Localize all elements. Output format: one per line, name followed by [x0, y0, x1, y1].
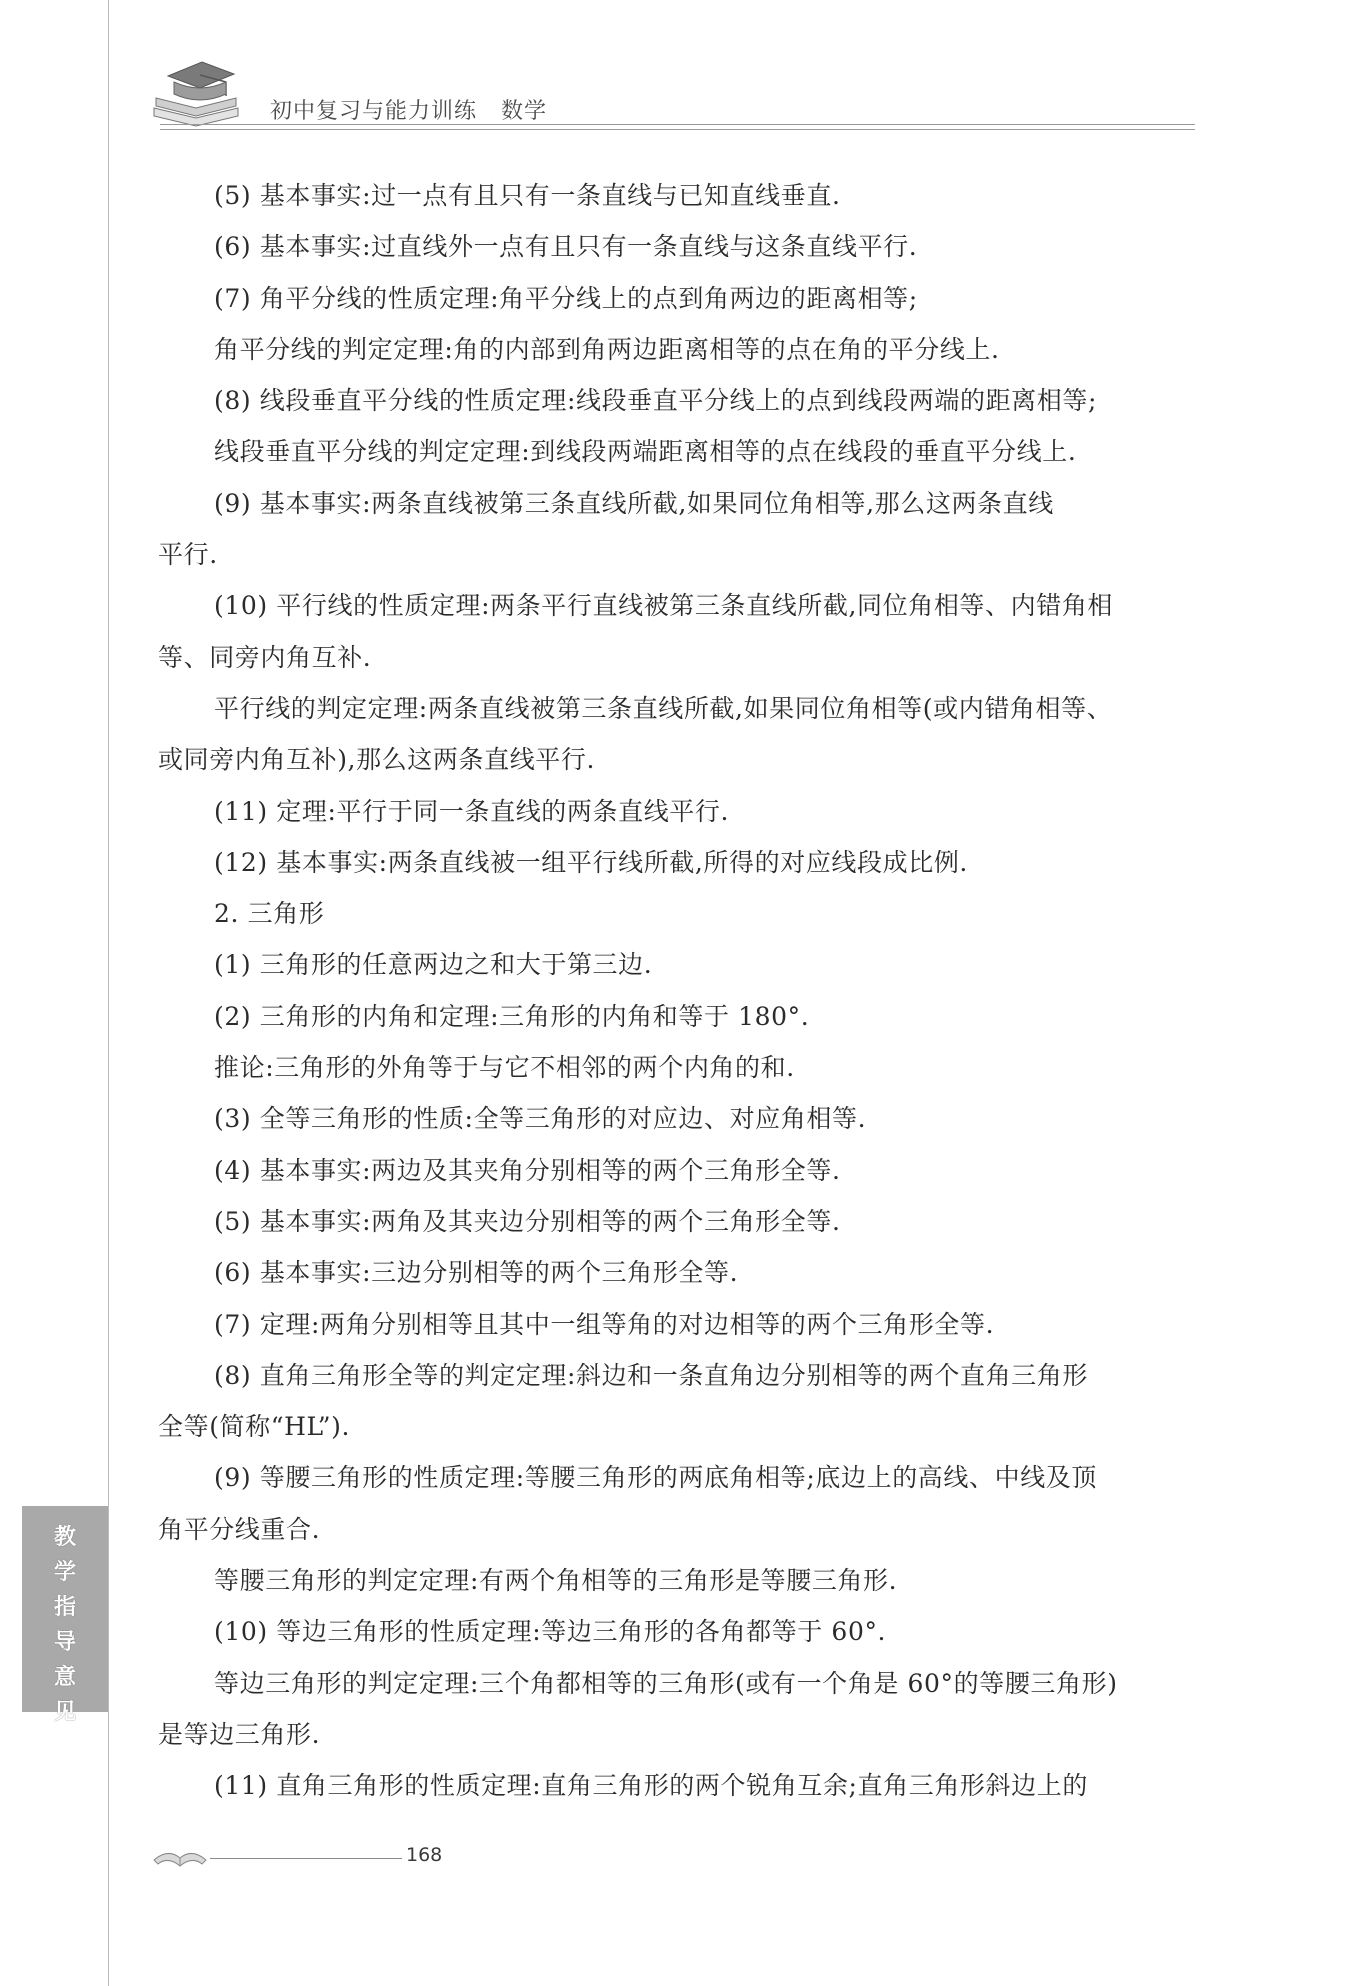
- text-line: (6) 基本事实:过直线外一点有且只有一条直线与这条直线平行.: [214, 232, 918, 262]
- open-book-icon: [150, 1840, 210, 1874]
- text-line: 等边三角形的判定定理:三个角都相等的三角形(或有一个角是 60°的等腰三角形): [214, 1668, 1118, 1698]
- text-line: (4) 基本事实:两边及其夹角分别相等的两个三角形全等.: [214, 1155, 841, 1185]
- header-title: 初中复习与能力训练 数学: [270, 99, 547, 124]
- text-line: 全等(简称“HL”).: [158, 1412, 351, 1442]
- side-tab-label: 教学指导意见: [53, 1525, 76, 1725]
- text-line: (3) 全等三角形的性质:全等三角形的对应边、对应角相等.: [214, 1104, 867, 1134]
- text-line: 等腰三角形的判定定理:有两个角相等的三角形是等腰三角形.: [214, 1566, 898, 1596]
- text-line: (9) 等腰三角形的性质定理:等腰三角形的两底角相等;底边上的高线、中线及顶: [214, 1463, 1098, 1493]
- text-line: 推论:三角形的外角等于与它不相邻的两个内角的和.: [214, 1053, 795, 1083]
- page-number: 168: [406, 1844, 443, 1866]
- left-margin-rule: [108, 0, 109, 1986]
- text-line: (9) 基本事实:两条直线被第三条直线所截,如果同位角相等,那么这两条直线: [214, 488, 1054, 518]
- text-line: (1) 三角形的任意两边之和大于第三边.: [214, 950, 653, 980]
- text-line: (10) 等边三角形的性质定理:等边三角形的各角都等于 60°.: [214, 1617, 887, 1647]
- text-line: 角平分线的判定定理:角的内部到角两边距离相等的点在角的平分线上.: [214, 334, 1000, 364]
- text-line: (8) 线段垂直平分线的性质定理:线段垂直平分线上的点到线段两端的距离相等;: [214, 386, 1098, 416]
- text-line: (7) 角平分线的性质定理:角平分线上的点到角两边的距离相等;: [214, 283, 918, 313]
- text-line: 线段垂直平分线的判定定理:到线段两端距离相等的点在线段的垂直平分线上.: [214, 437, 1077, 467]
- text-line: 平行.: [158, 540, 218, 570]
- text-line: (2) 三角形的内角和定理:三角形的内角和等于 180°.: [214, 1001, 810, 1031]
- text-line: (6) 基本事实:三边分别相等的两个三角形全等.: [214, 1258, 739, 1288]
- text-line: (10) 平行线的性质定理:两条平行直线被第三条直线所截,同位角相等、内错角相: [214, 591, 1114, 621]
- text-line: 等、同旁内角互补.: [158, 642, 372, 672]
- text-line: 角平分线重合.: [158, 1514, 321, 1544]
- text-line: (11) 定理:平行于同一条直线的两条直线平行.: [214, 796, 730, 826]
- text-line: (8) 直角三角形全等的判定定理:斜边和一条直角边分别相等的两个直角三角形: [214, 1360, 1088, 1390]
- text-line: (5) 基本事实:过一点有且只有一条直线与已知直线垂直.: [214, 181, 841, 210]
- side-tab: [22, 1506, 108, 1725]
- text-line: 2. 三角形: [214, 899, 325, 929]
- text-line: 是等边三角形.: [158, 1719, 321, 1749]
- text-line: (5) 基本事实:两角及其夹边分别相等的两个三角形全等.: [214, 1206, 841, 1236]
- text-line: (7) 定理:两角分别相等且其中一组等角的对边相等的两个三角形全等.: [214, 1309, 995, 1339]
- page-body: [158, 170, 1198, 1812]
- text-line: 平行线的判定定理:两条直线被第三条直线所截,如果同位角相等(或内错角相等、: [214, 693, 1113, 723]
- text-line: (11) 直角三角形的性质定理:直角三角形的两个锐角互余;直角三角形斜边上的: [214, 1771, 1088, 1801]
- footer-rule: [210, 1858, 402, 1859]
- books-logo-icon: [150, 52, 240, 132]
- text-line: (12) 基本事实:两条直线被一组平行线所截,所得的对应线段成比例.: [214, 847, 968, 877]
- text-line: 或同旁内角互补),那么这两条直线平行.: [158, 745, 596, 775]
- header-double-rule: [160, 124, 1195, 130]
